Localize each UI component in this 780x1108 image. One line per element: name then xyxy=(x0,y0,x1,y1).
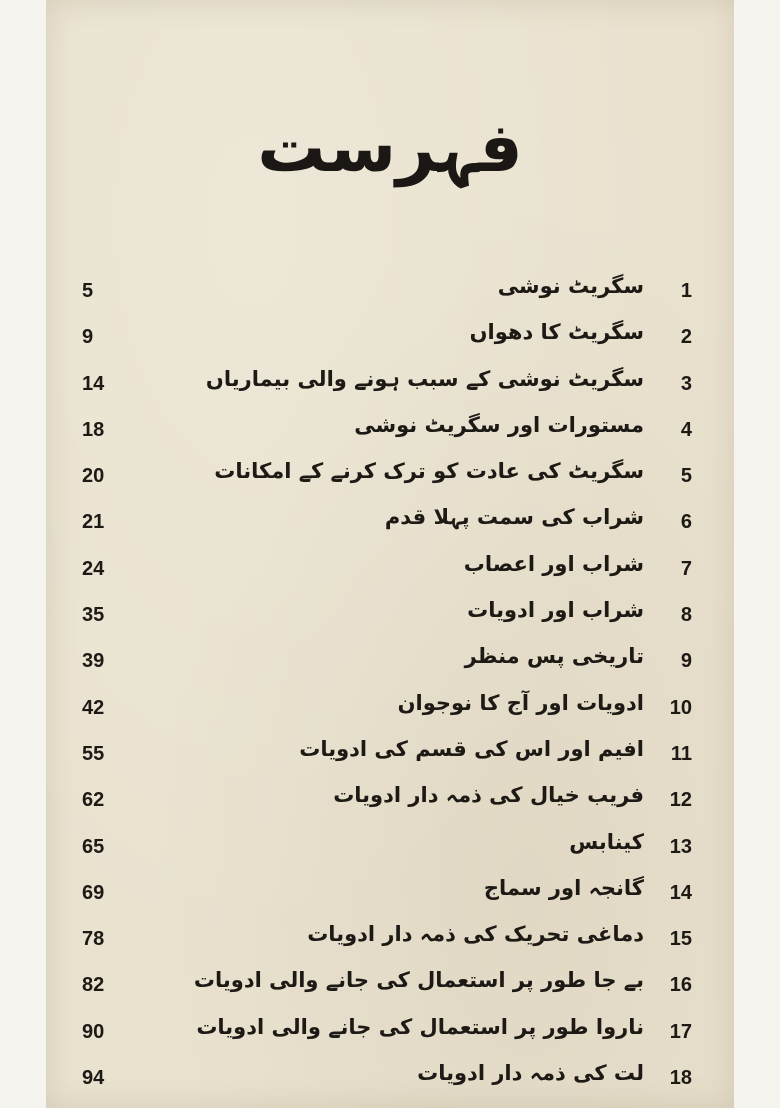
page-title: فہرست xyxy=(257,109,523,188)
toc-entry xyxy=(46,596,734,642)
entry-title: ناروا طور پر استعمال کی جانے والی ادویات xyxy=(196,1014,644,1039)
entry-number: 1 xyxy=(680,280,692,302)
entry-page-number: 90 xyxy=(82,1020,105,1043)
entry-page-number: 42 xyxy=(82,696,105,719)
entry-page-number: 39 xyxy=(82,650,105,673)
entry-page-number: 9 xyxy=(82,326,94,349)
toc-entry xyxy=(46,503,734,549)
toc-entry xyxy=(46,318,734,364)
entry-page-number: 62 xyxy=(82,789,105,812)
entry-number: 2 xyxy=(680,326,692,349)
entry-page-number: 55 xyxy=(82,742,105,765)
entry-page-number: 14 xyxy=(82,372,105,395)
toc-entry xyxy=(46,642,734,688)
entry-page-number: 78 xyxy=(82,928,105,951)
toc-entry xyxy=(46,1013,734,1059)
entry-title: شراب کی سمت پہلا قدم xyxy=(384,505,644,530)
entry-page-number: 24 xyxy=(82,557,105,580)
entry-title: ادویات اور آج کا نوجوان xyxy=(397,690,644,715)
entry-title: لت کی ذمہ دار ادویات xyxy=(417,1061,644,1086)
entry-page-number: 5 xyxy=(82,280,94,302)
toc-entry xyxy=(46,411,734,457)
entry-page-number: 18 xyxy=(82,418,105,441)
entry-page-number: 94 xyxy=(82,1067,105,1090)
entry-number: 12 xyxy=(669,789,692,812)
entry-number: 7 xyxy=(680,557,692,580)
entry-number: 3 xyxy=(680,372,692,395)
entry-page-number: 69 xyxy=(82,881,105,904)
toc-entry xyxy=(46,1059,734,1105)
entry-number: 10 xyxy=(669,696,692,719)
entry-number: 15 xyxy=(669,928,692,951)
toc-entry xyxy=(46,874,734,920)
entry-title: بے جا طور پر استعمال کی جانے والی ادویات xyxy=(193,968,644,993)
entry-title: فریب خیال کی ذمہ دار ادویات xyxy=(333,783,644,808)
entry-number: 13 xyxy=(669,835,692,858)
entry-title: کینابس xyxy=(569,829,644,854)
entry-page-number: 21 xyxy=(82,511,105,534)
entry-number: 14 xyxy=(669,881,692,904)
entry-number: 8 xyxy=(680,604,692,627)
entry-title: شراب اور ادویات xyxy=(467,598,644,623)
entry-page-number: 82 xyxy=(82,974,105,997)
entry-page-number: 35 xyxy=(82,604,105,627)
table-of-contents xyxy=(46,272,734,1105)
toc-entry xyxy=(46,365,734,411)
entry-number: 16 xyxy=(669,974,692,997)
toc-entry xyxy=(46,781,734,827)
toc-entry xyxy=(46,828,734,874)
toc-entry xyxy=(46,457,734,503)
entry-page-number: 20 xyxy=(82,465,105,488)
entry-number: 5 xyxy=(680,465,692,488)
toc-entry xyxy=(46,966,734,1012)
entry-title: سگریٹ کا دھواں xyxy=(469,320,644,345)
toc-entry xyxy=(46,689,734,735)
entry-number: 11 xyxy=(670,742,692,765)
entry-title: دماغی تحریک کی ذمہ دار ادویات xyxy=(307,922,644,947)
entry-number: 9 xyxy=(680,650,692,673)
entry-title: سگریٹ کی عادت کو ترک کرنے کے امکانات xyxy=(214,459,644,484)
entry-number: 4 xyxy=(680,418,692,441)
toc-entry xyxy=(46,550,734,596)
toc-entry xyxy=(46,920,734,966)
entry-number: 6 xyxy=(680,511,692,534)
entry-title: گانجہ اور سماج xyxy=(483,875,644,900)
entry-number: 18 xyxy=(669,1067,692,1090)
entry-title: تاریخی پس منظر xyxy=(464,644,644,669)
entry-number: 17 xyxy=(669,1020,692,1043)
book-page xyxy=(46,0,734,1108)
entry-page-number: 65 xyxy=(82,835,105,858)
entry-title: شراب اور اعصاب xyxy=(463,551,644,576)
toc-entry xyxy=(46,272,734,318)
entry-title: سگریٹ نوشی کے سبب ہونے والی بیماریاں xyxy=(205,366,644,391)
entry-title: مستورات اور سگریٹ نوشی xyxy=(354,412,644,437)
toc-entry xyxy=(46,735,734,781)
entry-title: افیم اور اس کی قسم کی ادویات xyxy=(299,736,644,761)
entry-title: سگریٹ نوشی xyxy=(497,274,644,298)
